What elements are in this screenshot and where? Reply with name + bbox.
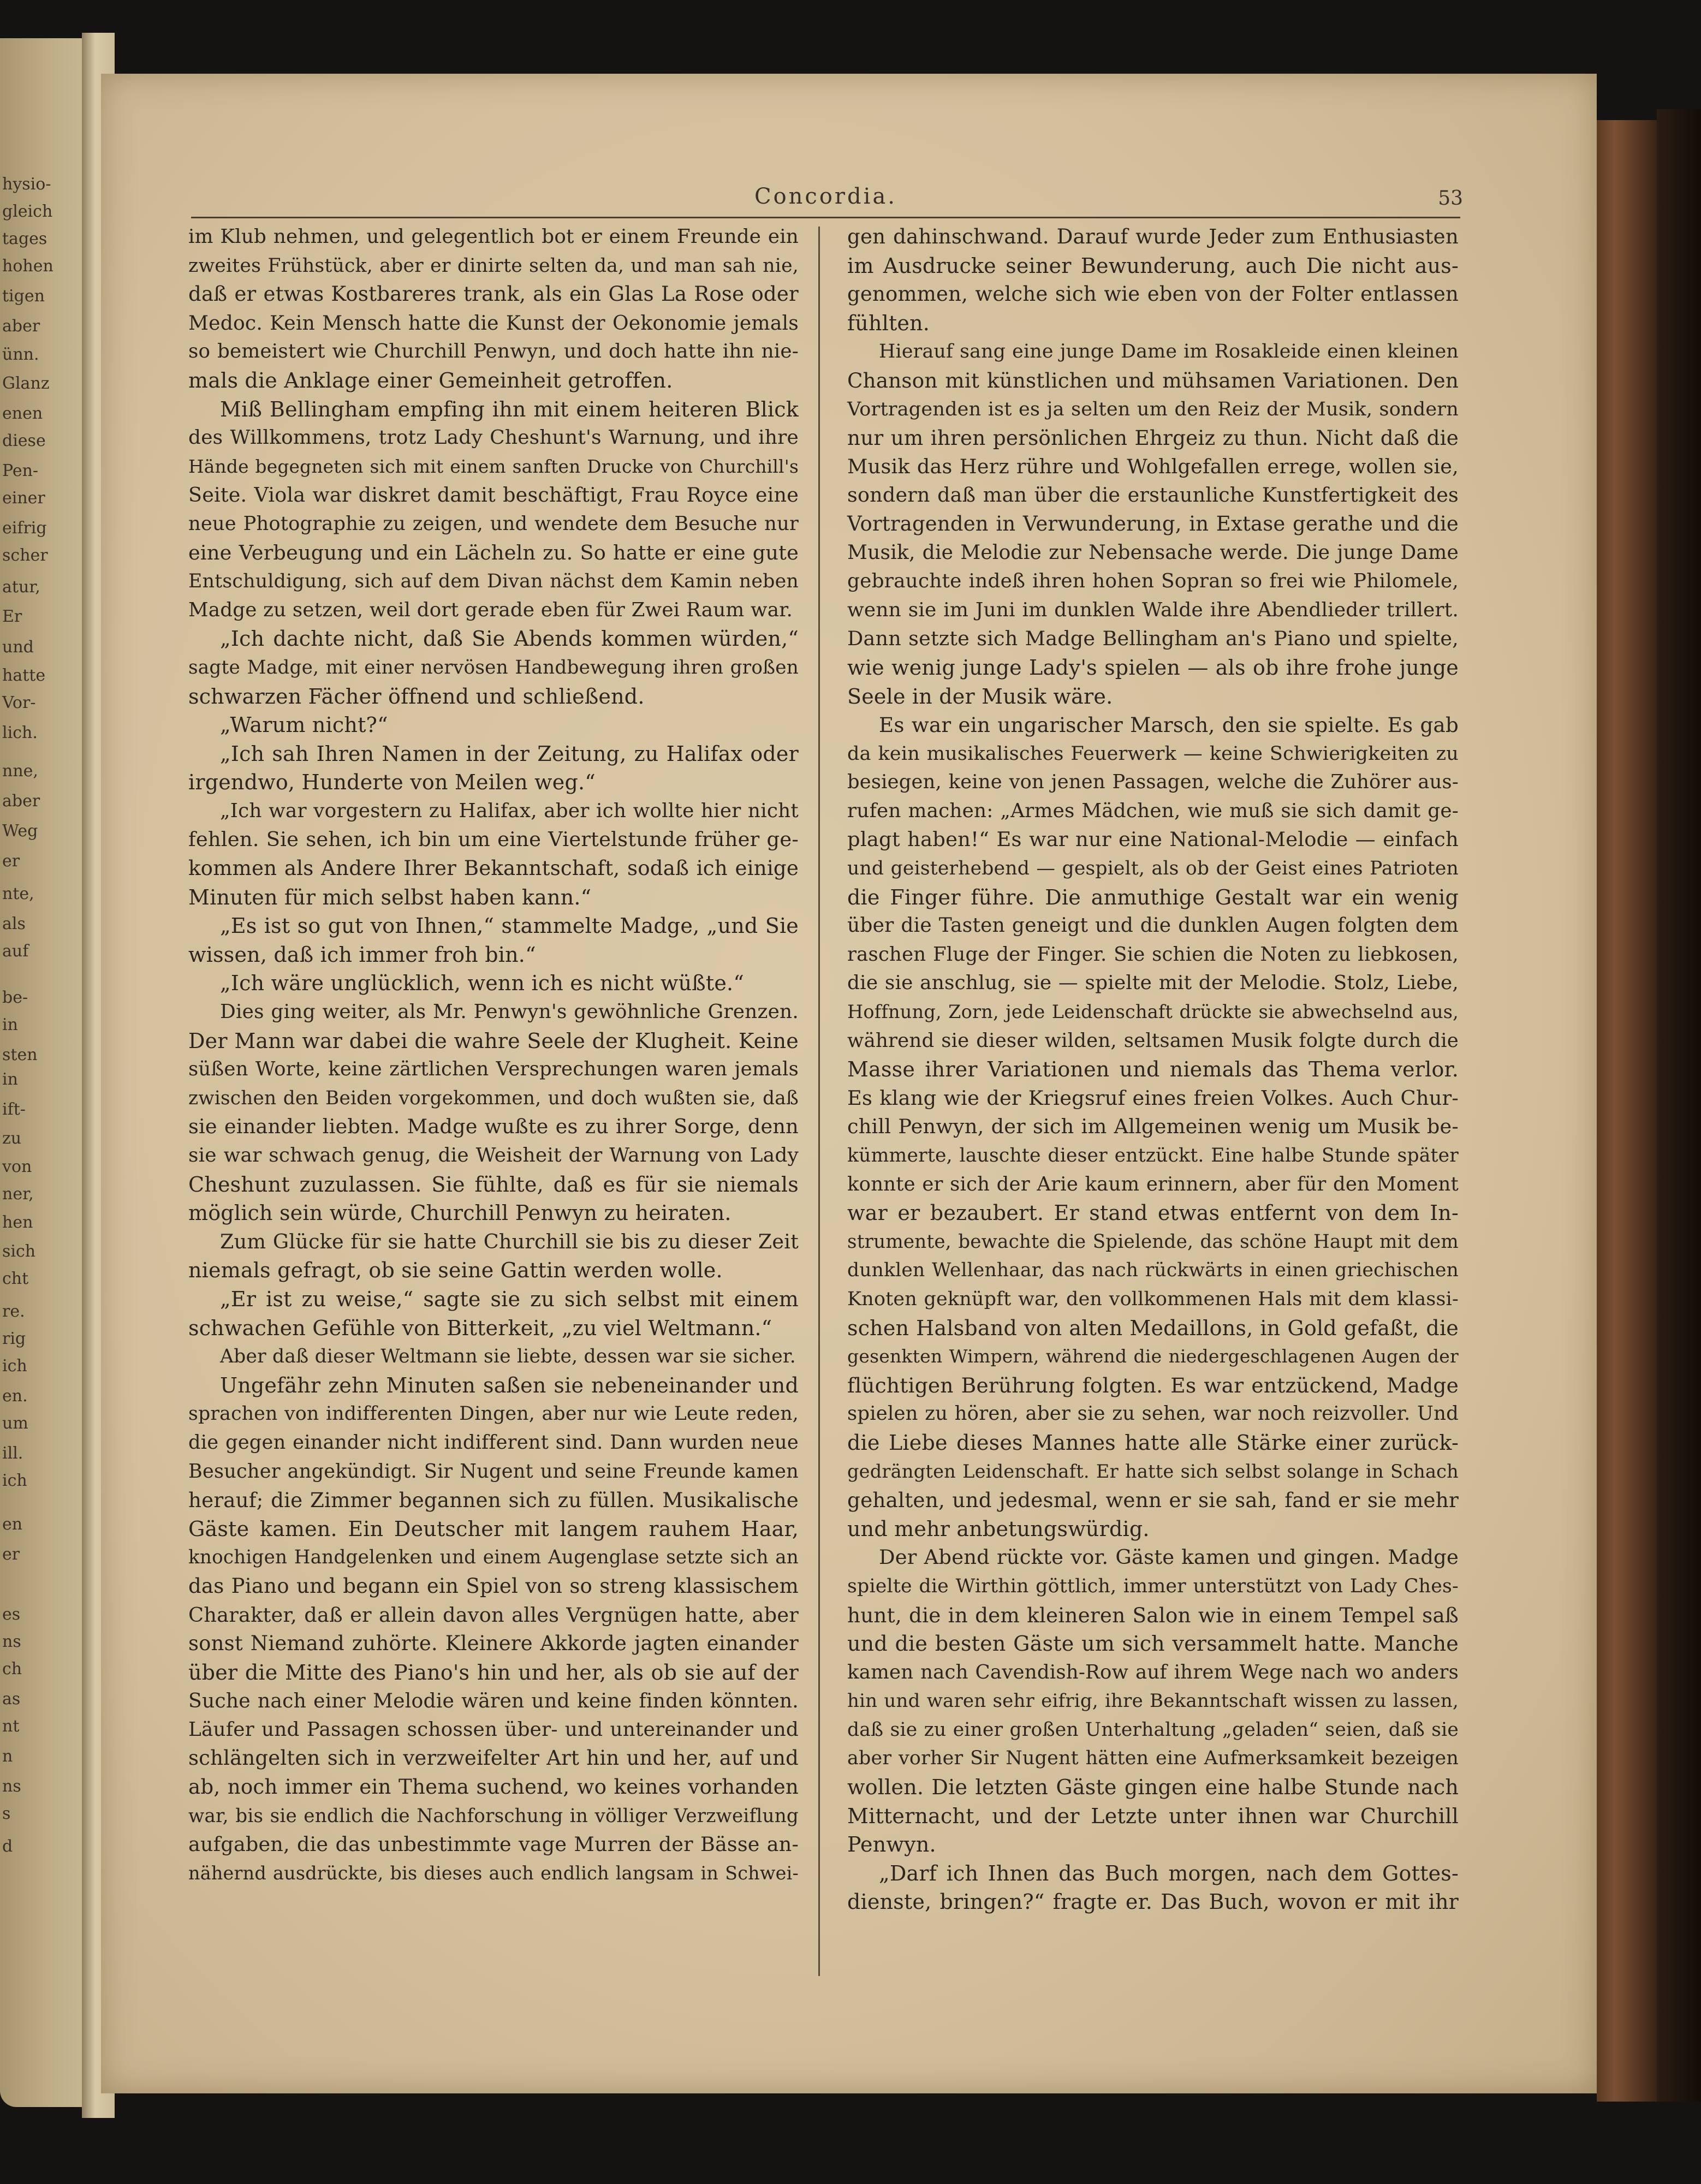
text-line: Minuten für mich selbst haben kann.“ [188,885,592,909]
text-line: Gäste kamen. Ein Deutscher mit langem rauhem Haar, [188,1516,799,1541]
text-line: gedrängten Leidenschaft. Er hatte sich selbst solange in Schach [847,1460,1459,1482]
text-line: knochigen Handgelenken und einem Augenglase setzte sich an [188,1546,799,1569]
facing-page-fragment: ch [2,1659,22,1679]
page-number: 53 [1438,187,1463,210]
text-line: Hände begegneten sich mit einem sanften Drucke von Churchill's [188,456,799,477]
text-line: Der Abend rückte vor. Gäste kamen und gingen. Madge [879,1545,1459,1569]
text-line: so bemeistert wie Churchill Penwyn, und doch hatte ihn nie- [188,340,799,363]
text-line: daß er etwas Kostbareres trank, als ein Glas La Rose oder [188,282,799,306]
facing-page-fragment: nne, [2,761,38,781]
text-line: Charakter, daß er allein davon alles Vergnügen hatte, aber [188,1603,799,1627]
facing-page-fragment: in [2,1015,18,1034]
text-line: Besucher angekündigt. Sir Nugent und seine Freunde kamen [188,1460,799,1483]
text-line: daß sie zu einer großen Unterhaltung „geladen“ seien, daß sie [847,1718,1459,1741]
text-line: Dann setzte sich Madge Bellingham an's Piano und spielte, [847,627,1459,651]
text-line: dunklen Wellenhaar, das nach rückwärts in einen griechischen [847,1259,1459,1282]
text-line: sie einander liebten. Madge wußte es zu ihrer Sorge, denn [188,1115,799,1139]
text-line: und mehr anbetungswürdig. [847,1516,1150,1541]
text-line: die Finger führe. Die anmuthige Gestalt war ein wenig [847,885,1459,909]
text-line: spielte die Wirthin göttlich, immer unterstützt von Lady Ches- [847,1575,1459,1597]
text-line: möglich sein würde, Churchill Penwyn zu heiraten. [188,1201,731,1225]
text-line: Medoc. Kein Mensch hatte die Kunst der Oekonomie jemals [188,311,799,335]
text-line: Es klang wie der Kriegsruf eines freien Volkes. Auch Chur- [847,1086,1459,1110]
facing-page-fragment: er [2,852,20,871]
facing-page-fragment: ns [2,1777,21,1796]
facing-page-fragment: Pen- [2,461,39,480]
page-edges [1597,120,1657,2102]
text-line: die Liebe dieses Mannes hatte alle Stärke einer zurück- [847,1430,1459,1455]
text-line: „Warum nicht?“ [220,713,388,737]
facing-page-fragment: und [2,638,34,657]
text-line: da kein musikalisches Feuerwerk — keine Schwierigkeiten zu [847,742,1459,765]
text-line: kommen als Andere Ihrer Bekanntschaft, sodaß ich einige [188,856,799,880]
text-line: wollen. Die letzten Gäste gingen eine halbe Stunde nach [847,1775,1459,1800]
facing-page-fragment: hatte [2,666,46,685]
text-line: aufgaben, die das unbestimmte vage Murren der Bässe an- [188,1832,799,1856]
text-line: Vortragenden ist es ja selten um den Reiz der Musik, sondern [847,397,1459,420]
facing-page-fragment: sten [2,1045,38,1064]
text-line: sprachen von indifferenten Dingen, aber nur wie Leute reden, [188,1403,799,1425]
text-line: Musik, die Melodie zur Nebensache werde. Die junge Dame [847,541,1459,564]
text-line: hin und waren sehr eifrig, ihre Bekanntschaft wissen zu lassen, [847,1690,1459,1712]
text-line: Hierauf sang eine junge Dame im Rosakleide einen kleinen [879,341,1459,363]
text-line: Dies ging weiter, als Mr. Penwyn's gewöhnliche Grenzen. [220,1001,799,1023]
text-line: „Es ist so gut von Ihnen,“ stammelte Madge, „und Sie [220,914,799,938]
facing-page-fragment: einer [2,489,45,508]
facing-page-fragment: diese [2,431,46,450]
column-divider [818,227,820,1976]
facing-page-fragment: zu [2,1129,22,1148]
text-line: Entschuldigung, sich auf dem Divan nächst dem Kamin neben [188,570,799,593]
text-line: über die Tasten geneigt und die dunklen Augen folgten dem [847,914,1459,937]
text-line: Seite. Viola war diskret damit beschäftigt, Frau Royce eine [188,483,799,507]
text-line: besiegen, keine von jenen Passagen, welche die Zuhörer aus- [847,771,1459,794]
text-line: das Piano und begann ein Spiel von so streng klassischem [188,1574,799,1598]
text-line: Miß Bellingham empfing ihn mit einem heiteren Blick [220,397,799,421]
facing-page-fragment: Vor- [2,693,36,712]
page-header [191,183,1463,218]
facing-page-fragment: n [2,1747,13,1766]
text-line: Mitternacht, und der Letzte unter ihnen war Churchill [847,1804,1459,1828]
facing-page-fragment: cht [2,1269,29,1288]
facing-page-fragment: d [2,1837,13,1856]
text-line: ab, noch immer ein Thema suchend, wo keines vorhanden [188,1775,799,1799]
text-line: des Willkommens, trotz Lady Cheshunt's Warnung, und ihre [188,426,799,449]
facing-page-fragment: en [2,1515,23,1534]
facing-page-edge [0,38,96,2107]
text-line: Masse ihrer Variationen und niemals das Thema verlor. [847,1057,1459,1082]
text-line: Aber daß dieser Weltmann sie liebte, dessen war sie sicher. [220,1346,796,1368]
text-line: kamen nach Cavendish-Row auf ihrem Wege nach wo anders [847,1661,1459,1683]
text-line: eine Verbeugung und ein Lächeln zu. So hatte er eine gute [188,540,799,564]
facing-page-fragment: as [2,1689,21,1709]
text-line: während sie dieser wilden, seltsamen Musik folgte durch die [847,1029,1459,1052]
facing-page-fragment: ill. [2,1444,23,1463]
text-line: gebrauchte indeß ihren hohen Sopran so frei wie Philomele, [847,570,1459,593]
text-line: Zum Glücke für sie hatte Churchill sie bis zu dieser Zeit [220,1229,799,1253]
text-line: rufen machen: „Armes Mädchen, wie muß sie sich damit ge- [847,799,1459,822]
facing-page-fragment: von [2,1157,32,1176]
facing-page-fragments [0,38,96,2107]
text-line: plagt haben!“ Es war nur eine National-Melodie — einfach [847,828,1459,852]
facing-page-fragment: aber [2,792,40,811]
text-line: wie wenig junge Lady's spielen — als ob ihre frohe junge [847,655,1459,680]
facing-page-fragment: be- [2,988,28,1007]
text-line: gehalten, und jedesmal, wenn er sie sah, fand er sie mehr [847,1488,1459,1513]
text-line: im Klub nehmen, und gelegentlich bot er einem Freunde ein [188,225,799,248]
text-line: dienste, bringen?“ fragte er. Das Buch, wovon er mit ihr [847,1890,1459,1914]
facing-page-fragment: hysio- [2,175,51,194]
text-line: Läufer und Passagen schossen über- und untereinander und [188,1718,799,1741]
text-line: und die besten Gäste um sich versammelt hatte. Manche [847,1632,1459,1656]
text-line: schwarzen Fächer öffnend und schließend. [188,684,645,709]
book-cover-edge [1657,109,1701,2102]
text-line: Ungefähr zehn Minuten saßen sie nebeneinander und [220,1373,799,1397]
facing-page-fragment: in [2,1070,18,1089]
facing-page-fragment: gleich [2,202,53,221]
text-line: „Ich wäre unglücklich, wenn ich es nicht wüßte.“ [220,971,744,996]
text-line: Suche nach einer Melodie wären und keine finden könnten. [188,1689,799,1713]
text-line: hunt, die in dem kleineren Salon wie in einem Tempel saß [847,1603,1459,1627]
facing-page-fragment: re. [2,1302,25,1321]
text-line: Es war ein ungarischer Marsch, den sie spielte. Es gab [879,713,1459,737]
text-line: wenn sie im Juni im dunklen Walde ihre Abendlieder trillert. [847,598,1459,621]
facing-page-fragment: nt [2,1717,20,1736]
facing-page-fragment: hen [2,1213,33,1232]
facing-page-fragment: lich. [2,723,38,742]
text-line: die sie anschlug, sie — spielte mit der Melodie. Stolz, Liebe, [847,972,1459,995]
text-line: zwischen den Beiden vorgekommen, und doch wußten sie, daß [188,1087,799,1109]
running-title: Concordia. [754,184,897,209]
text-line: „Ich war vorgestern zu Halifax, aber ich wollte hier nicht [220,799,799,822]
text-line: süßen Worte, keine zärtlichen Versprechungen waren jemals [188,1058,799,1081]
text-line: war er bezaubert. Er stand etwas entfernt von dem In- [847,1201,1459,1225]
facing-page-fragment: ich [2,1356,27,1376]
text-line: schlängelten sich in verzweifelter Art hin und her, auf und [188,1746,799,1770]
text-line: Musik das Herz rühre und Wohlgefallen errege, wollen sie, [847,454,1459,478]
text-line: kümmerte, lauschte dieser entzückt. Eine halbe Stunde später [847,1145,1459,1167]
text-line: sonst Niemand zuhörte. Kleinere Akkorde jagten einander [188,1632,799,1656]
facing-page-fragment: enen [2,404,43,423]
text-line: niemals gefragt, ob sie seine Gattin werden wolle. [188,1258,723,1283]
facing-page-fragment: ich [2,1471,27,1490]
text-line: war, bis sie endlich die Nachforschung in völliger Verzweiflung [188,1805,799,1827]
text-line: Vortragenden in Verwunderung, in Extase gerathe und die [847,511,1459,535]
text-line: sie war schwach genug, die Weisheit der Warnung von Lady [188,1144,799,1167]
facing-page-fragment: aber [2,317,40,336]
facing-page-fragment: ünn. [2,345,39,364]
text-line: mals die Anklage einer Gemeinheit getroffen. [188,368,673,392]
facing-page-fragment: hohen [2,257,53,276]
text-line: konnte er sich der Arie kaum erinnern, aber für den Moment [847,1173,1459,1195]
text-line: flüchtigen Berührung folgten. Es war entzückend, Madge [847,1373,1459,1397]
facing-page-fragment: auf [2,942,29,961]
text-line: sagte Madge, mit einer nervösen Handbewegung ihren großen [188,656,799,679]
text-line: gen dahinschwand. Darauf wurde Jeder zum Enthusiasten [847,225,1459,248]
text-line: neue Photographie zu zeigen, und wendete dem Besuche nur [188,512,799,535]
text-line: herauf; die Zimmer begannen sich zu füllen. Musikalische [188,1488,799,1513]
text-line: schwachen Gefühle von Bitterkeit, „zu viel Weltmann.“ [188,1316,772,1340]
facing-page-fragment: es [2,1605,21,1624]
text-line: Der Mann war dabei die wahre Seele der Klugheit. Keine [188,1028,799,1053]
text-line: Penwyn. [847,1832,936,1857]
text-line: zweites Frühstück, aber er dinirte selten da, und man sah nie, [188,254,799,277]
facing-page-fragment: sich [2,1242,36,1261]
text-line: Cheshunt zuzulassen. Sie fühlte, daß es für sie niemals [188,1172,799,1197]
text-line: fühlten. [847,311,930,335]
text-line: fehlen. Sie sehen, ich bin um eine Viertelstunde früher ge- [188,828,799,852]
text-line: im Ausdrucke seiner Bewunderung, auch Die nicht aus- [847,253,1459,278]
text-column-left [188,223,799,1888]
facing-page-fragment: Weg [2,822,38,841]
facing-page-fragment: s [2,1804,11,1823]
text-line: Hoffnung, Zorn, jede Leidenschaft drückte sie abwechselnd aus, [847,1001,1459,1023]
facing-page-fragment: er [2,1545,20,1564]
text-line: raschen Fluge der Finger. Sie schien die Noten zu liebkosen, [847,943,1459,966]
text-line: Chanson mit künstlichen und mühsamen Variationen. Den [847,368,1459,392]
facing-page-fragment: als [2,914,26,933]
text-line: spielen zu hören, aber sie zu sehen, war noch reizvoller. Und [847,1402,1459,1425]
facing-page-fragment: ift- [2,1100,26,1119]
facing-page-fragment: scher [2,546,48,565]
facing-page-fragment: tages [2,229,47,248]
text-line: „Ich sah Ihren Namen in der Zeitung, zu Halifax oder [220,741,799,766]
text-line: „Darf ich Ihnen das Buch morgen, nach dem Gottes- [879,1861,1459,1885]
facing-page-fragment: en. [2,1386,28,1406]
facing-page-fragment: ner, [2,1185,34,1204]
text-line: sondern daß man über die erstaunliche Kunstfertigkeit des [847,483,1459,507]
text-line: chill Penwyn, der sich im Allgemeinen wenig um Musik be- [847,1115,1459,1139]
text-line: strumente, bewachte die Spielende, das schöne Haupt mit dem [847,1230,1459,1253]
text-line: irgendwo, Hunderte von Meilen weg.“ [188,770,596,795]
text-line: aber vorher Sir Nugent hätten eine Aufmerksamkeit bezeigen [847,1747,1459,1770]
text-column-right [847,223,1459,1917]
facing-page-fragment: Glanz [2,374,50,393]
facing-page-fragment: um [2,1414,28,1433]
text-line: Seele in der Musik wäre. [847,684,1113,709]
text-line: Knoten geknüpft war, den vollkommenen Hals mit dem klassi- [847,1288,1459,1310]
facing-page-fragment: tigen [2,287,45,306]
text-line: schen Halsband von alten Medaillons, in Gold gefaßt, die [847,1316,1459,1340]
facing-page-fragment: nte, [2,884,34,903]
facing-page-fragment: ns [2,1632,21,1651]
text-line: und geisterhebend — gespielt, als ob der Geist eines Patrioten [847,858,1459,880]
text-line: Madge zu setzen, weil dort gerade eben für Zwei Raum war. [188,598,793,621]
text-line: wissen, daß ich immer froh bin.“ [188,942,536,967]
text-line: über die Mitte des Piano's hin und her, als ob sie auf der [188,1660,799,1685]
text-line: nähernd ausdrückte, bis dieses auch endlich langsam in Schwei- [188,1862,799,1884]
facing-page-fragment: rig [2,1329,26,1348]
facing-page-fragment: eifrig [2,519,47,538]
text-line: „Ich dachte nicht, daß Sie Abends kommen würden,“ [220,627,799,651]
facing-page-fragment: Er [2,607,22,626]
text-line: nur um ihren persönlichen Ehrgeiz zu thun. Nicht daß die [847,426,1459,450]
text-line: genommen, welche sich wie eben von der Folter entlassen [847,282,1459,306]
text-line: „Er ist zu weise,“ sagte sie zu sich selbst mit einem [220,1287,799,1311]
text-line: die gegen einander nicht indifferent sind. Dann wurden neue [188,1431,799,1454]
text-line: gesenkten Wimpern, während die niedergeschlagenen Augen der [847,1346,1459,1367]
facing-page-fragment: atur, [2,578,40,597]
